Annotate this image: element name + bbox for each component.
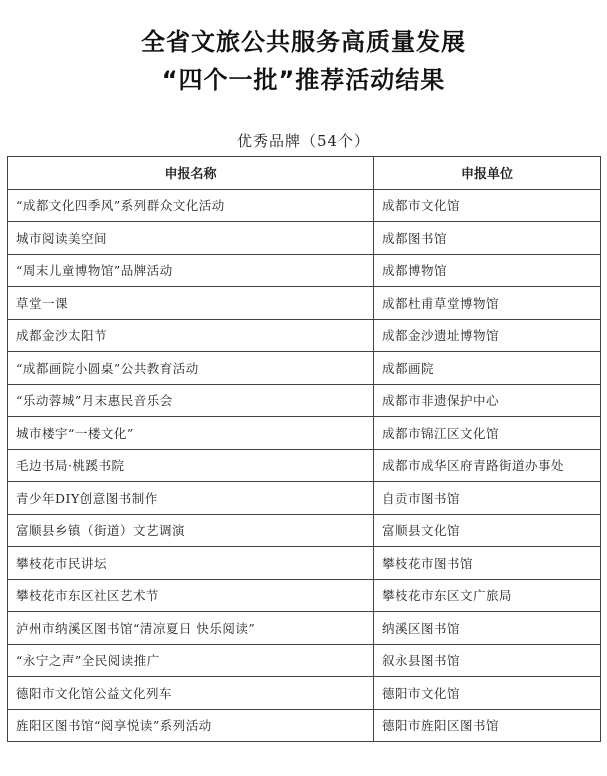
table-row [8, 677, 601, 710]
cell-application-name: “周末儿童博物馆”品牌活动 [8, 254, 374, 287]
table-row [8, 287, 601, 320]
table-row [8, 222, 601, 255]
table-row [8, 352, 601, 385]
table-row [8, 644, 601, 677]
cell-applying-unit: 成都杜甫草堂博物馆 [374, 287, 601, 320]
cell-applying-unit: 成都博物馆 [374, 254, 601, 287]
table-row [8, 514, 601, 547]
cell-applying-unit: 自贡市图书馆 [374, 482, 601, 515]
table-row [8, 449, 601, 482]
cell-applying-unit: 纳溪区图书馆 [374, 612, 601, 645]
cell-application-name: “乐动蓉城”月末惠民音乐会 [8, 384, 374, 417]
header-applying-unit: 申报单位 [374, 157, 601, 190]
table-row [8, 547, 601, 580]
document-title-line-1: 全省文旅公共服务高质量发展 [141, 28, 466, 56]
cell-applying-unit: 富顺县文化馆 [374, 514, 601, 547]
table-header-row [8, 157, 601, 190]
table-row [8, 417, 601, 450]
table-row [8, 579, 601, 612]
cell-application-name: 攀枝花市民讲坛 [8, 547, 374, 580]
cell-application-name: 攀枝花市东区社区艺术节 [8, 579, 374, 612]
cell-applying-unit: 攀枝花市图书馆 [374, 547, 601, 580]
cell-application-name: 毛边书局·桃蹊书院 [8, 449, 374, 482]
cell-application-name: “成都画院小圆桌”公共教育活动 [8, 352, 374, 385]
cell-application-name: 旌阳区图书馆“阅享悦读”系列活动 [8, 709, 374, 742]
table-row [8, 709, 601, 742]
cell-application-name: 富顺县乡镇（街道）文艺调演 [8, 514, 374, 547]
table-row [8, 189, 601, 222]
results-table [7, 156, 601, 742]
cell-application-name: 城市楼宇“一楼文化” [8, 417, 374, 450]
cell-applying-unit: 德阳市旌阳区图书馆 [374, 709, 601, 742]
table-row [8, 482, 601, 515]
cell-application-name: 德阳市文化馆公益文化列车 [8, 677, 374, 710]
cell-applying-unit: 德阳市文化馆 [374, 677, 601, 710]
table-body [8, 189, 601, 742]
cell-applying-unit: 成都市非遗保护中心 [374, 384, 601, 417]
cell-applying-unit: 成都画院 [374, 352, 601, 385]
cell-applying-unit: 攀枝花市东区文广旅局 [374, 579, 601, 612]
table-row [8, 254, 601, 287]
cell-applying-unit: 成都市文化馆 [374, 189, 601, 222]
header-application-name: 申报名称 [8, 157, 374, 190]
cell-application-name: 泸州市纳溪区图书馆“清凉夏日 快乐阅读” [8, 612, 374, 645]
section-title: 优秀品牌（54个） [236, 132, 371, 150]
cell-applying-unit: 成都市锦江区文化馆 [374, 417, 601, 450]
table-row [8, 612, 601, 645]
cell-application-name: 城市阅读美空间 [8, 222, 374, 255]
cell-application-name: “永宁之声”全民阅读推广 [8, 644, 374, 677]
cell-applying-unit: 成都图书馆 [374, 222, 601, 255]
cell-application-name: 成都金沙太阳节 [8, 319, 374, 352]
cell-applying-unit: 叙永县图书馆 [374, 644, 601, 677]
cell-application-name: 青少年DIY创意图书制作 [8, 482, 374, 515]
cell-application-name: “成都文化四季风”系列群众文化活动 [8, 189, 374, 222]
document-title-line-2: “四个一批”推荐活动结果 [161, 66, 446, 94]
cell-application-name: 草堂一课 [8, 287, 374, 320]
cell-applying-unit: 成都市成华区府青路街道办事处 [374, 449, 601, 482]
table-row [8, 384, 601, 417]
cell-applying-unit: 成都金沙遗址博物馆 [374, 319, 601, 352]
table-row [8, 319, 601, 352]
